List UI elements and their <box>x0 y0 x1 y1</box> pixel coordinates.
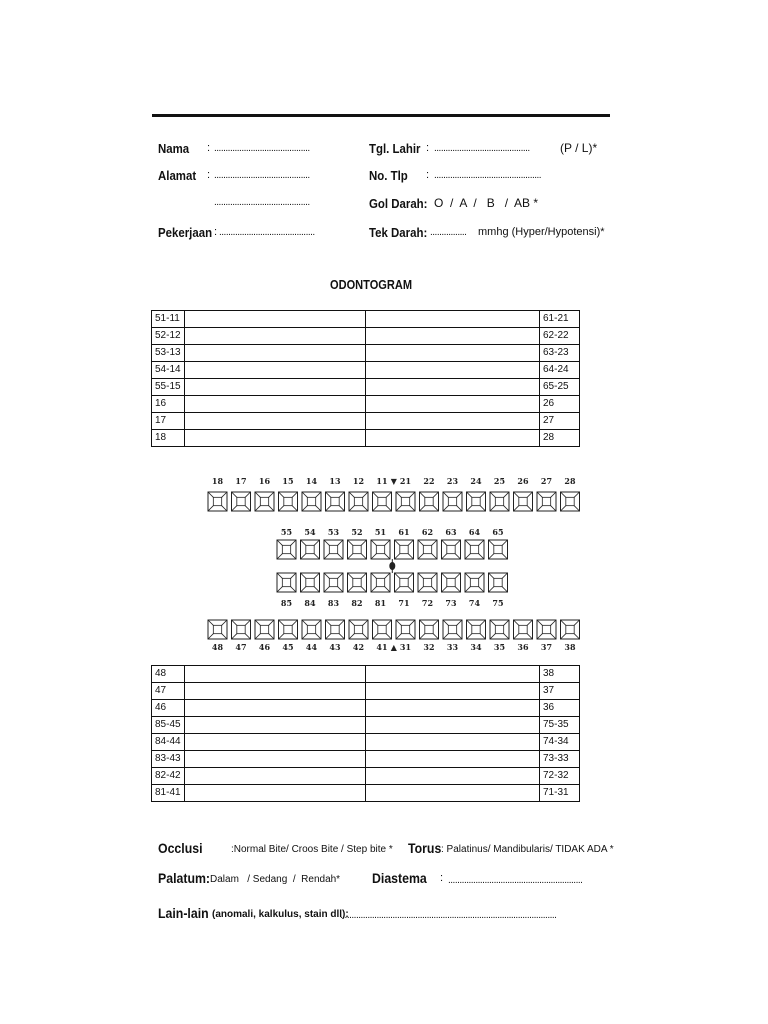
tooth-83[interactable] <box>324 573 343 592</box>
tooth-number-label: 38 <box>564 642 576 652</box>
diastema-colon: : <box>440 872 444 884</box>
tooth-16[interactable] <box>255 492 274 511</box>
tooth-15[interactable] <box>279 492 298 511</box>
tooth-number-label: 15 <box>282 476 294 486</box>
tek-darah-label: Tek Darah: <box>369 225 428 240</box>
tooth-number-label: 52 <box>351 527 363 537</box>
tooth-number-label: 47 <box>235 642 247 652</box>
tooth-code-right: 74-34 <box>540 734 580 751</box>
upper-table-row <box>152 379 580 396</box>
nama-label: Nama <box>158 141 190 156</box>
tooth-number-label: 14 <box>305 476 318 486</box>
notes-left-cell[interactable] <box>185 768 366 785</box>
tooth-number-label: 41 <box>376 642 388 652</box>
tooth-number-label: 25 <box>493 476 506 486</box>
tooth-code-left: 46 <box>152 700 185 717</box>
tooth-64[interactable] <box>465 540 484 559</box>
upper-table-row <box>152 328 580 345</box>
odontogram-title: ODONTOGRAM <box>330 277 413 292</box>
tooth-number-label: 82 <box>351 598 363 608</box>
no-tlp-colon: : <box>426 169 430 181</box>
tooth-number-label: 22 <box>423 476 435 486</box>
lower-table-row <box>152 751 580 768</box>
tooth-74[interactable] <box>465 573 484 592</box>
tooth-62[interactable] <box>418 540 437 559</box>
tooth-72[interactable] <box>418 573 437 592</box>
tooth-number-label: 46 <box>258 642 271 652</box>
notes-left-cell[interactable] <box>185 345 366 362</box>
tooth-number-label: 16 <box>258 476 271 486</box>
tooth-code-left: 55-15 <box>152 379 185 396</box>
tooth-number-label: 62 <box>421 527 434 537</box>
tooth-43[interactable] <box>326 620 345 639</box>
tooth-47[interactable] <box>232 620 251 639</box>
tooth-52[interactable] <box>348 540 367 559</box>
tooth-85[interactable] <box>277 573 296 592</box>
tooth-number-label: 65 <box>492 527 504 537</box>
midline-marker <box>389 562 395 570</box>
tooth-number-label: 73 <box>445 598 457 608</box>
tooth-number-label: 13 <box>329 476 341 486</box>
tooth-22[interactable] <box>420 492 439 511</box>
tooth-51[interactable] <box>371 540 390 559</box>
pekerjaan-label: Pekerjaan <box>158 225 213 240</box>
tooth-number-label: 61 <box>398 527 410 537</box>
tek-darah-unit: mmhg (Hyper/Hypotensi)* <box>478 226 605 238</box>
gol-darah-label: Gol Darah: <box>369 196 428 211</box>
tooth-number-label: 37 <box>540 642 553 652</box>
tooth-12[interactable] <box>349 492 368 511</box>
midline-arrow-down: ▼ <box>390 477 397 486</box>
tooth-code-right: 61-21 <box>540 311 580 328</box>
diastema-label: Diastema <box>372 870 427 886</box>
tooth-number-label: 23 <box>446 476 459 486</box>
lain-lain-field[interactable]: ............................................................................................... <box>340 910 557 921</box>
upper-table-row <box>152 362 580 379</box>
upper-table-row <box>152 396 580 413</box>
tooth-code-left: 84-44 <box>152 734 185 751</box>
tooth-code-left: 81-41 <box>152 785 185 802</box>
tooth-34[interactable] <box>467 620 486 639</box>
tooth-28[interactable] <box>561 492 580 511</box>
tooth-46[interactable] <box>255 620 274 639</box>
tooth-number-label: 27 <box>540 476 553 486</box>
notes-left-cell[interactable] <box>185 430 366 447</box>
lower-table-row <box>152 768 580 785</box>
pekerjaan-colon: : <box>214 226 218 238</box>
tooth-24[interactable] <box>467 492 486 511</box>
tooth-42[interactable] <box>349 620 368 639</box>
tooth-number-label: 24 <box>470 476 482 486</box>
tooth-21[interactable] <box>396 492 415 511</box>
tooth-65[interactable] <box>489 540 508 559</box>
notes-left-cell[interactable] <box>185 328 366 345</box>
tooth-code-right: 27 <box>540 413 580 430</box>
upper-table-row <box>152 345 580 362</box>
tooth-13[interactable] <box>326 492 345 511</box>
tgl-lahir-colon: : <box>426 142 430 154</box>
notes-right-cell[interactable] <box>366 785 540 802</box>
tooth-number-label: 32 <box>423 642 435 652</box>
tooth-number-label: 63 <box>445 527 457 537</box>
tooth-number-label: 75 <box>492 598 504 608</box>
tooth-63[interactable] <box>442 540 461 559</box>
tooth-number-label: 51 <box>374 527 387 537</box>
torus-options[interactable]: : Palatinus/ Mandibularis/ TIDAK ADA * <box>441 844 614 855</box>
lower-table-row <box>152 700 580 717</box>
tooth-code-left: 18 <box>152 430 185 447</box>
gender-option[interactable]: (P / L)* <box>560 141 598 155</box>
tooth-number-label: 74 <box>468 598 481 608</box>
notes-left-cell[interactable] <box>185 666 366 683</box>
tooth-code-right: 62-22 <box>540 328 580 345</box>
tooth-code-right: 65-25 <box>540 379 580 396</box>
tooth-75[interactable] <box>489 573 508 592</box>
tooth-number-label: 43 <box>329 642 341 652</box>
nama-field[interactable]: .......................................... <box>214 143 310 154</box>
notes-left-cell[interactable] <box>185 751 366 768</box>
tooth-36[interactable] <box>514 620 533 639</box>
notes-right-cell[interactable] <box>366 413 540 430</box>
tooth-number-label: 28 <box>564 476 576 486</box>
lower-teeth-table <box>151 665 580 802</box>
upper-table-row <box>152 311 580 328</box>
lain-lain-label: Lain-lain <box>158 905 209 921</box>
notes-right-cell[interactable] <box>366 666 540 683</box>
tooth-code-left: 83-43 <box>152 751 185 768</box>
nama-colon: : <box>207 142 211 154</box>
lower-table-row <box>152 666 580 683</box>
no-tlp-field[interactable]: ............................................... <box>434 170 542 181</box>
torus-label: Torus <box>408 840 442 856</box>
tooth-code-right: 28 <box>540 430 580 447</box>
tooth-number-label: 81 <box>374 598 387 608</box>
tooth-54[interactable] <box>301 540 320 559</box>
tooth-81[interactable] <box>371 573 390 592</box>
tooth-code-left: 16 <box>152 396 185 413</box>
tooth-35[interactable] <box>490 620 509 639</box>
tooth-61[interactable] <box>395 540 414 559</box>
tooth-code-left: 52-12 <box>152 328 185 345</box>
tooth-84[interactable] <box>301 573 320 592</box>
tooth-number-label: 33 <box>446 642 459 652</box>
notes-right-cell[interactable] <box>366 768 540 785</box>
notes-left-cell[interactable] <box>185 785 366 802</box>
notes-right-cell[interactable] <box>366 396 540 413</box>
notes-right-cell[interactable] <box>366 700 540 717</box>
tooth-48[interactable] <box>208 620 227 639</box>
notes-left-cell[interactable] <box>185 396 366 413</box>
tooth-37[interactable] <box>537 620 556 639</box>
tooth-44[interactable] <box>302 620 321 639</box>
tooth-45[interactable] <box>279 620 298 639</box>
tooth-number-label: 54 <box>304 527 316 537</box>
tooth-number-label: 45 <box>282 642 294 652</box>
tooth-code-left: 82-42 <box>152 768 185 785</box>
gol-darah-options[interactable]: O / A / B / AB * <box>434 196 539 210</box>
alamat-field-line2[interactable]: .......................................... <box>214 197 310 208</box>
tooth-number-label: 72 <box>421 598 434 608</box>
odontogram-diagram <box>200 470 580 655</box>
notes-left-cell[interactable] <box>185 379 366 396</box>
tooth-code-left: 85-45 <box>152 717 185 734</box>
notes-left-cell[interactable] <box>185 413 366 430</box>
tooth-number-label: 84 <box>304 598 316 608</box>
notes-right-cell[interactable] <box>366 751 540 768</box>
tooth-number-label: 64 <box>468 527 481 537</box>
no-tlp-label: No. Tlp <box>369 168 408 183</box>
tooth-code-right: 38 <box>540 666 580 683</box>
tooth-code-right: 26 <box>540 396 580 413</box>
tooth-11[interactable] <box>373 492 392 511</box>
alamat-label: Alamat <box>158 168 197 183</box>
upper-table-row <box>152 413 580 430</box>
tooth-code-left: 51-11 <box>152 311 185 328</box>
top-rule <box>152 114 610 117</box>
tgl-lahir-field[interactable]: .......................................... <box>434 143 530 154</box>
tooth-25[interactable] <box>490 492 509 511</box>
palatum-options[interactable]: Dalam / Sedang / Rendah* <box>210 874 341 885</box>
tooth-code-left: 48 <box>152 666 185 683</box>
tooth-14[interactable] <box>302 492 321 511</box>
notes-left-cell[interactable] <box>185 311 366 328</box>
upper-teeth-table <box>151 310 580 447</box>
tooth-number-label: 71 <box>398 598 410 608</box>
tooth-code-right: 72-32 <box>540 768 580 785</box>
tooth-17[interactable] <box>232 492 251 511</box>
tooth-code-right: 36 <box>540 700 580 717</box>
tooth-31[interactable] <box>396 620 415 639</box>
tooth-number-label: 42 <box>352 642 365 652</box>
lower-table-row <box>152 717 580 734</box>
tooth-number-label: 36 <box>517 642 529 652</box>
tooth-code-right: 73-33 <box>540 751 580 768</box>
tooth-code-right: 71-31 <box>540 785 580 802</box>
tooth-code-left: 54-14 <box>152 362 185 379</box>
notes-right-cell[interactable] <box>366 311 540 328</box>
notes-right-cell[interactable] <box>366 362 540 379</box>
tooth-number-label: 53 <box>327 527 340 537</box>
tooth-26[interactable] <box>514 492 533 511</box>
tooth-number-label: 18 <box>211 476 224 486</box>
tooth-code-right: 63-23 <box>540 345 580 362</box>
notes-right-cell[interactable] <box>366 328 540 345</box>
notes-left-cell[interactable] <box>185 700 366 717</box>
tek-darah-field[interactable]: ................ <box>430 227 467 238</box>
tooth-53[interactable] <box>324 540 343 559</box>
tooth-number-label: 44 <box>305 642 318 652</box>
upper-table-row <box>152 430 580 447</box>
notes-left-cell[interactable] <box>185 717 366 734</box>
tooth-73[interactable] <box>442 573 461 592</box>
diastema-field[interactable]: ........................................................... <box>448 875 583 886</box>
tooth-27[interactable] <box>537 492 556 511</box>
tooth-code-right: 37 <box>540 683 580 700</box>
tooth-41[interactable] <box>373 620 392 639</box>
lower-table-row <box>152 734 580 751</box>
tooth-38[interactable] <box>561 620 580 639</box>
notes-right-cell[interactable] <box>366 717 540 734</box>
lower-table-row <box>152 785 580 802</box>
tooth-number-label: 83 <box>327 598 340 608</box>
tgl-lahir-label: Tgl. Lahir <box>369 141 421 156</box>
tooth-32[interactable] <box>420 620 439 639</box>
alamat-colon: : <box>207 169 211 181</box>
notes-right-cell[interactable] <box>366 379 540 396</box>
notes-right-cell[interactable] <box>366 430 540 447</box>
tooth-code-left: 53-13 <box>152 345 185 362</box>
notes-left-cell[interactable] <box>185 683 366 700</box>
tooth-82[interactable] <box>348 573 367 592</box>
tooth-55[interactable] <box>277 540 296 559</box>
pekerjaan-field[interactable]: .......................................... <box>219 227 315 238</box>
occlusi-label: Occlusi <box>158 840 203 856</box>
tooth-number-label: 31 <box>399 642 412 652</box>
lower-table-row <box>152 683 580 700</box>
notes-right-cell[interactable] <box>366 683 540 700</box>
tooth-number-label: 11 <box>376 476 388 486</box>
lain-lain-note: (anomali, kalkulus, stain dll): <box>212 909 349 920</box>
notes-left-cell[interactable] <box>185 362 366 379</box>
occlusi-options[interactable]: :Normal Bite/ Croos Bite / Step bite * <box>231 844 393 855</box>
tooth-code-right: 75-35 <box>540 717 580 734</box>
tooth-number-label: 26 <box>517 476 529 486</box>
tooth-number-label: 17 <box>235 476 247 486</box>
tooth-number-label: 48 <box>211 642 224 652</box>
tooth-number-label: 35 <box>493 642 506 652</box>
tooth-code-left: 17 <box>152 413 185 430</box>
alamat-field[interactable]: .......................................... <box>214 170 310 181</box>
tooth-code-left: 47 <box>152 683 185 700</box>
tooth-18[interactable] <box>208 492 227 511</box>
tooth-number-label: 34 <box>470 642 482 652</box>
tooth-71[interactable] <box>395 573 414 592</box>
tooth-33[interactable] <box>443 620 462 639</box>
tooth-code-right: 64-24 <box>540 362 580 379</box>
palatum-label: Palatum: <box>158 870 211 886</box>
tooth-number-label: 85 <box>280 598 293 608</box>
tooth-number-label: 55 <box>280 527 293 537</box>
midline-arrow-up: ▲ <box>390 643 397 652</box>
tooth-number-label: 21 <box>399 476 412 486</box>
tooth-number-label: 12 <box>352 476 365 486</box>
tooth-23[interactable] <box>443 492 462 511</box>
notes-right-cell[interactable] <box>366 734 540 751</box>
notes-right-cell[interactable] <box>366 345 540 362</box>
notes-left-cell[interactable] <box>185 734 366 751</box>
